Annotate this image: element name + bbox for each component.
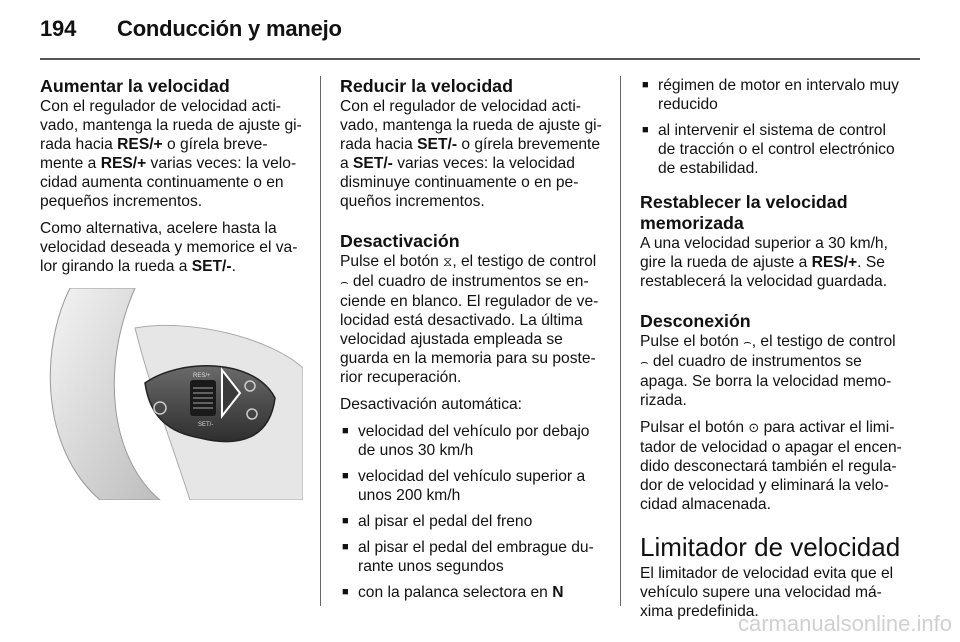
paragraph-limiter-button: Pulsar el botón ⊙ para activar el limi-tador de velocidad o apagar el encen-dido desconectará también el regula-dor de velocidad y eliminará la velo-cidad almacenada. xyxy=(640,419,902,513)
page-number: 194 xyxy=(40,16,77,41)
watermark: carmanualsonline.info xyxy=(737,611,952,636)
cruise-control-icon: ⌢ xyxy=(340,275,349,290)
column-divider-2 xyxy=(620,76,621,606)
cruise-cancel-icon: ⧖ xyxy=(443,255,453,270)
paragraph-deactivation: Pulse el botón ⧖, el testigo de control ⌢ del cuadro de instrumentos se en-ciende en blanco. El regulador de ve-locidad está desactivado. La última velocidad ajustada empleada se guarda en la memoria para su poste-rior recuperación. xyxy=(340,253,599,386)
list-item: ■ con la palanca selectora en N xyxy=(340,583,605,602)
heading-restore-speed: Restablecer la velocidad memorizada xyxy=(640,192,848,233)
heading-disconnect: Desconexión xyxy=(640,311,751,331)
heading-deactivation: Desactivación xyxy=(340,231,460,251)
column-2 xyxy=(340,76,605,610)
paragraph-limiter: El limitador de velocidad evita que el vehículo supere una velocidad má-xima predefinida. xyxy=(640,565,894,620)
list-item: ■ al pisar el pedal del embrague du-rante unos segundos xyxy=(340,538,605,576)
auto-deactivation-list xyxy=(340,422,605,602)
cruise-control-icon: ⌢ xyxy=(640,355,649,370)
steering-wheel-photo xyxy=(40,288,303,500)
paragraph-disconnect: Pulse el botón ⌢, el testigo de control ⌢ del cuadro de instrumentos se apaga. Se borra la velocidad memo-rizada. xyxy=(640,333,896,409)
heading-reduce-speed: Reducir la velocidad xyxy=(340,76,513,96)
paragraph-restore: A una velocidad superior a 30 km/h, gire la rueda de ajuste a RES/+. Se restablecerá la velocidad guardada. xyxy=(640,235,888,290)
paragraph-reduce: Con el regulador de velocidad acti-vado, mantenga la rueda de ajuste gi-rada hacia SET/- o gírela brevemente a SET/- varias veces: la velocidad disminuye continuamente o en pe-queños incrementos. xyxy=(340,98,602,210)
list-item: ■ velocidad del vehículo por debajo de unos 30 km/h xyxy=(340,422,605,460)
heading-speed-limiter: Limitador de velocidad xyxy=(640,532,901,562)
paragraph-increase: Con el regulador de velocidad acti-vado, mantenga la rueda de ajuste gi-rada hacia RES/+ o gírela breve-mente a RES/+ varias veces: la velo-cidad aumenta continuamente o en pequeños incrementos. xyxy=(40,98,302,210)
auto-deactivation-list-continued xyxy=(640,76,905,178)
heading-increase-speed: Aumentar la velocidad xyxy=(40,76,230,96)
list-item: ■ régimen de motor en intervalo muy reducido xyxy=(640,76,905,114)
paragraph-alternative: Como alternativa, acelere hasta la velocidad deseada y memorice el va-lor girando la rueda a SET/-. xyxy=(40,220,298,275)
svg-text:RES/+: RES/+ xyxy=(193,373,211,379)
page-header xyxy=(40,16,920,56)
list-item: ■ al pisar el pedal del freno xyxy=(340,512,605,531)
column-divider-1 xyxy=(320,76,321,606)
svg-text:SET/-: SET/- xyxy=(198,422,214,428)
section-title: Conducción y manejo xyxy=(117,16,342,41)
column-3 xyxy=(640,76,905,629)
list-item: ■ al intervenir el sistema de control de tracción o el control electrónico de estabilidad. xyxy=(640,121,905,178)
cruise-control-icon: ⌢ xyxy=(743,335,752,350)
speed-limiter-icon: ⊙ xyxy=(748,421,760,436)
paragraph-auto-deactivation: Desactivación automática: xyxy=(340,396,523,413)
header-rule xyxy=(40,58,920,60)
column-1 xyxy=(40,76,305,500)
list-item: ■ velocidad del vehículo superior a unos 200 km/h xyxy=(340,467,605,505)
